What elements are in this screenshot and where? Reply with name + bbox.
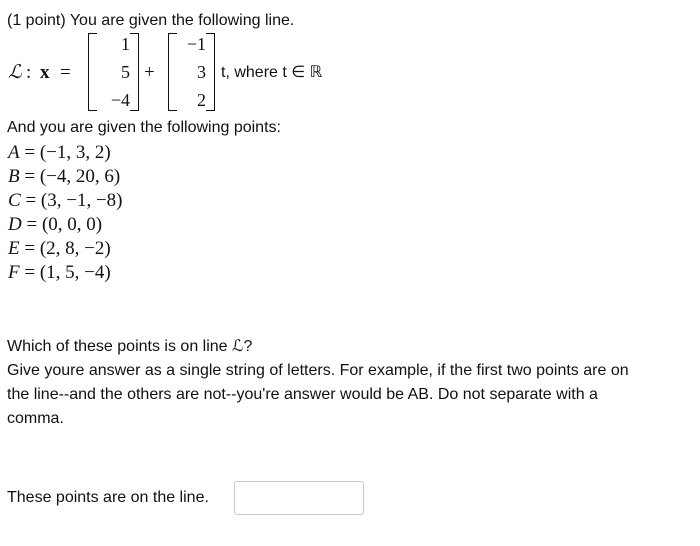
- point-value: = (3, −1, −8): [25, 190, 123, 211]
- point-value: = (−1, 3, 2): [24, 142, 111, 163]
- point-value: = (0, 0, 0): [26, 214, 103, 235]
- point-value: = (−4, 20, 6): [24, 166, 121, 187]
- point-component-2: 5: [121, 62, 130, 82]
- point-row: [8, 166, 120, 188]
- direction-component-1: −1: [186, 34, 206, 54]
- parameter-text: t, where t ∈ ℝ: [221, 64, 323, 81]
- matrix2-right-bracket: [206, 33, 215, 111]
- point-label: F: [8, 262, 20, 283]
- point-row: [8, 262, 111, 284]
- points-intro: And you are given the following points:: [7, 119, 281, 136]
- point-component-3: −4: [110, 90, 130, 110]
- direction-component-3: 2: [197, 90, 206, 110]
- line-colon: :: [26, 62, 32, 83]
- line-name: ℒ: [8, 62, 22, 83]
- point-label: D: [8, 214, 22, 235]
- question-line-4: comma.: [7, 410, 64, 427]
- matrix1-right-bracket: [130, 33, 139, 111]
- point-label: C: [8, 190, 21, 211]
- direction-component-2: 3: [197, 62, 206, 82]
- answer-input[interactable]: [234, 481, 364, 515]
- point-label: E: [8, 238, 20, 259]
- vector-variable: x: [40, 62, 50, 83]
- question-line-3: the line--and the others are not--you're answer would be AB. Do not separate with a: [7, 386, 598, 403]
- equals-sign: =: [60, 62, 71, 83]
- point-label: B: [8, 166, 20, 187]
- problem-header: (1 point) You are given the following line.: [7, 12, 295, 29]
- point-row: [8, 190, 123, 212]
- plus-sign: +: [144, 62, 155, 83]
- point-label: A: [8, 142, 20, 163]
- point-row: [8, 214, 102, 236]
- point-value: = (1, 5, −4): [24, 262, 111, 283]
- point-row: [8, 142, 111, 164]
- question-line-2: Give youre answer as a single string of letters. For example, if the first two points are on: [7, 362, 629, 379]
- answer-label: These points are on the line.: [7, 489, 209, 506]
- point-row: [8, 238, 111, 260]
- question-line-1: Which of these points is on line ℒ?: [7, 338, 253, 355]
- point-component-1: 1: [121, 34, 130, 54]
- point-value: = (2, 8, −2): [24, 238, 111, 259]
